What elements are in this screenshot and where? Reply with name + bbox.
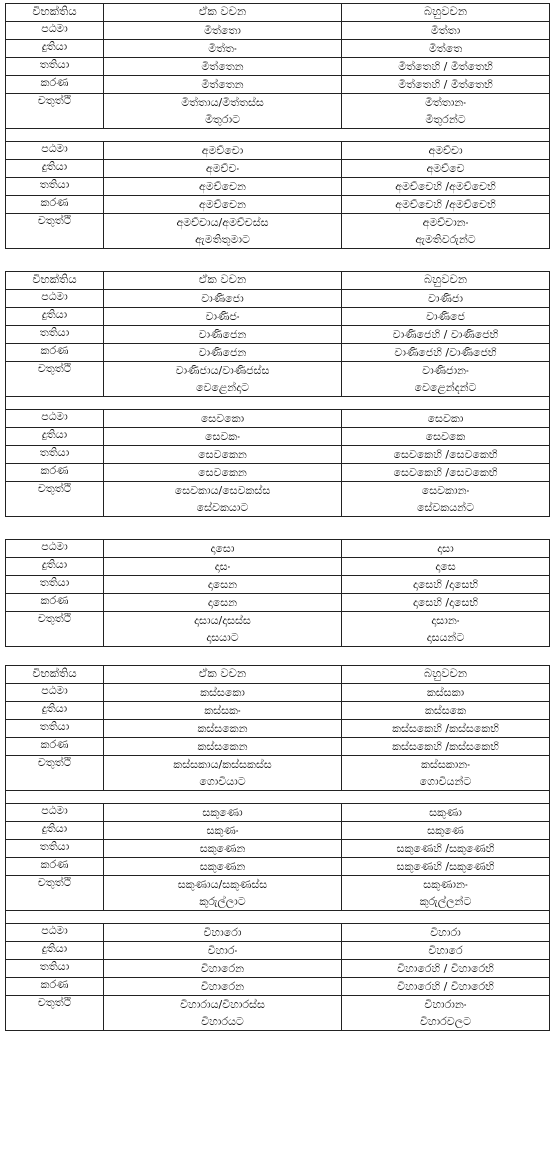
singular-cell bbox=[104, 924, 342, 942]
singular-form: සකුණෙන bbox=[199, 860, 246, 873]
plural-form: මිත්තා bbox=[430, 24, 461, 37]
header-row bbox=[6, 4, 550, 22]
case-name: පඨමා bbox=[6, 540, 104, 558]
table-row bbox=[6, 558, 550, 576]
table-row bbox=[6, 196, 550, 214]
table-row bbox=[6, 756, 550, 791]
table-row bbox=[6, 822, 550, 840]
singular-cell bbox=[104, 76, 342, 94]
table-row bbox=[6, 840, 550, 858]
case-name: දුතියා bbox=[6, 558, 104, 576]
table-row bbox=[6, 804, 550, 822]
plural-form: දාසයන්ට bbox=[426, 631, 465, 644]
separator-cell bbox=[6, 911, 550, 924]
table-row bbox=[6, 738, 550, 756]
header-singular: ඒක වචන bbox=[104, 272, 342, 290]
plural-cell bbox=[342, 482, 550, 517]
singular-form: අමච්චො bbox=[201, 144, 244, 157]
singular-cell bbox=[104, 702, 342, 720]
plural-cell bbox=[342, 76, 550, 94]
case-name: පඨමා bbox=[6, 142, 104, 160]
table-row bbox=[6, 94, 550, 129]
case-name: කරණ bbox=[6, 464, 104, 482]
plural-cell bbox=[342, 58, 550, 76]
separator-cell bbox=[6, 397, 550, 410]
singular-form: වාණිජො bbox=[201, 292, 244, 305]
plural-cell bbox=[342, 858, 550, 876]
case-name: තතියා bbox=[6, 178, 104, 196]
table-row bbox=[6, 576, 550, 594]
singular-form: සකුණෙන bbox=[199, 842, 246, 855]
case-name: පඨමා bbox=[6, 290, 104, 308]
table-row bbox=[6, 942, 550, 960]
case-name: පඨමා bbox=[6, 410, 104, 428]
plural-form: විහාරවලට bbox=[419, 1015, 472, 1028]
singular-cell bbox=[104, 684, 342, 702]
case-name: පඨමා bbox=[6, 22, 104, 40]
plural-cell bbox=[342, 428, 550, 446]
plural-cell bbox=[342, 558, 550, 576]
header-plural: බහුවචන bbox=[342, 272, 550, 290]
table-row bbox=[6, 22, 550, 40]
singular-form: සෙවකාය/සෙවකස්ස bbox=[174, 484, 271, 497]
singular-form: දාසයාට bbox=[206, 631, 239, 644]
plural-cell bbox=[342, 290, 550, 308]
case-name: කරණ bbox=[6, 978, 104, 996]
case-name: චතුත්ථි bbox=[6, 214, 104, 249]
plural-cell bbox=[342, 996, 550, 1031]
singular-form: සකුණං bbox=[206, 824, 239, 837]
plural-cell bbox=[342, 822, 550, 840]
singular-form: දාසෙන bbox=[207, 578, 238, 591]
table-row bbox=[6, 76, 550, 94]
plural-form: දාසෙහි /දාසෙභි bbox=[412, 578, 479, 591]
singular-form: ගොවියාට bbox=[199, 775, 246, 788]
plural-form: සකුණෙහි /සකුණෙභි bbox=[396, 842, 495, 855]
singular-form: විහාරයට bbox=[201, 1015, 244, 1028]
header-plural: බහුවචන bbox=[342, 666, 550, 684]
separator-cell bbox=[6, 791, 550, 804]
plural-cell bbox=[342, 960, 550, 978]
plural-form: සේවකයන්ට bbox=[417, 501, 474, 514]
case-name: දුතියා bbox=[6, 822, 104, 840]
plural-form: වෙළෙන්දන්ට bbox=[414, 381, 477, 394]
singular-cell bbox=[104, 58, 342, 76]
plural-cell bbox=[342, 876, 550, 911]
plural-form: විහාරෙහි / විහාරෙභි bbox=[397, 980, 494, 993]
singular-form: වාණිජාය/වාණිජස්ස bbox=[175, 364, 270, 377]
plural-cell bbox=[342, 720, 550, 738]
singular-cell bbox=[104, 540, 342, 558]
singular-form: කුරුල්ලාට bbox=[199, 895, 246, 908]
plural-form: වාණිජානං bbox=[422, 364, 469, 377]
header-row bbox=[6, 272, 550, 290]
plural-cell bbox=[342, 214, 550, 249]
table-row bbox=[6, 142, 550, 160]
singular-cell bbox=[104, 858, 342, 876]
table-row bbox=[6, 684, 550, 702]
plural-form: කස්සකානං bbox=[420, 758, 471, 771]
singular-form: වාණිජෙන bbox=[198, 346, 247, 359]
singular-cell bbox=[104, 428, 342, 446]
plural-form: කස්සකෙහි /කස්සකෙභි bbox=[392, 722, 499, 735]
singular-cell bbox=[104, 464, 342, 482]
header-case: විභක්තිය bbox=[6, 272, 104, 290]
singular-form: කස්සකං bbox=[204, 704, 241, 717]
plural-form: ගොවියන්ට bbox=[419, 775, 472, 788]
plural-cell bbox=[342, 160, 550, 178]
table-row bbox=[6, 482, 550, 517]
table-row bbox=[6, 594, 550, 612]
singular-cell bbox=[104, 326, 342, 344]
singular-form: විහාරං bbox=[207, 944, 238, 957]
plural-cell bbox=[342, 362, 550, 397]
plural-form: සකුණෙහි /සකුණෙභි bbox=[396, 860, 495, 873]
block-spacer bbox=[5, 517, 542, 539]
plural-cell bbox=[342, 326, 550, 344]
case-name: දුතියා bbox=[6, 160, 104, 178]
plural-cell bbox=[342, 94, 550, 129]
singular-form: කස්සකෙන bbox=[197, 740, 248, 753]
plural-form: වාණිජෙහි / වාණිජෙභි bbox=[392, 328, 499, 341]
plural-cell bbox=[342, 308, 550, 326]
plural-form: සකුණෙ bbox=[427, 824, 464, 837]
table-row bbox=[6, 978, 550, 996]
case-name: කරණ bbox=[6, 738, 104, 756]
plural-form: අමච්චෙහි /අමච්චෙභි bbox=[395, 180, 496, 193]
case-name: චතුත්ථි bbox=[6, 996, 104, 1031]
case-name: තතියා bbox=[6, 840, 104, 858]
plural-form: මිත්තෙහි / මිත්තෙභි bbox=[398, 78, 493, 91]
case-name: කරණ bbox=[6, 76, 104, 94]
plural-form: මිත්තානං bbox=[424, 96, 467, 109]
singular-form: විහාරෙන bbox=[200, 980, 245, 993]
singular-form: අමච්චං bbox=[205, 162, 240, 175]
group-separator bbox=[6, 397, 550, 410]
case-name: දුතියා bbox=[6, 428, 104, 446]
singular-form: මිත්තෙන bbox=[201, 78, 244, 91]
plural-cell bbox=[342, 410, 550, 428]
table-row bbox=[6, 428, 550, 446]
case-name: තතියා bbox=[6, 720, 104, 738]
singular-cell bbox=[104, 804, 342, 822]
singular-form: අමච්චාය/අමච්චස්ස bbox=[176, 216, 269, 229]
case-name: තතියා bbox=[6, 576, 104, 594]
plural-cell bbox=[342, 446, 550, 464]
singular-form: දාසො bbox=[210, 542, 235, 555]
group-separator bbox=[6, 129, 550, 142]
table-row bbox=[6, 326, 550, 344]
table-row bbox=[6, 464, 550, 482]
plural-form: මිත්තෙහි / මිත්තෙභි bbox=[398, 60, 493, 73]
singular-form: මිත්තාය/මිත්තස්ස bbox=[181, 96, 264, 109]
singular-form: දාසං bbox=[214, 560, 231, 573]
plural-cell bbox=[342, 142, 550, 160]
table-row bbox=[6, 924, 550, 942]
plural-cell bbox=[342, 702, 550, 720]
table-row bbox=[6, 996, 550, 1031]
plural-form: දාසානං bbox=[431, 614, 460, 627]
plural-cell bbox=[342, 840, 550, 858]
case-name: පඨමා bbox=[6, 804, 104, 822]
singular-cell bbox=[104, 960, 342, 978]
table-row bbox=[6, 858, 550, 876]
case-name: පඨමා bbox=[6, 684, 104, 702]
table-row bbox=[6, 410, 550, 428]
plural-form: ඇමතිවරුන්ට bbox=[415, 233, 476, 246]
singular-form: ඇමතිතුමාට bbox=[195, 233, 250, 246]
plural-form: වාණිජෙහි /වාණිජෙභි bbox=[394, 346, 497, 359]
singular-cell bbox=[104, 996, 342, 1031]
case-name: කරණ bbox=[6, 858, 104, 876]
plural-form: කස්සකෙහි /කස්සකෙභි bbox=[392, 740, 499, 753]
singular-form: විහාරාය/විහාරස්ස bbox=[180, 998, 265, 1011]
plural-form: දාසෙ bbox=[435, 560, 456, 573]
singular-cell bbox=[104, 410, 342, 428]
table-row bbox=[6, 290, 550, 308]
singular-cell bbox=[104, 142, 342, 160]
plural-cell bbox=[342, 684, 550, 702]
singular-cell bbox=[104, 576, 342, 594]
plural-cell bbox=[342, 924, 550, 942]
header-singular: ඒක වචන bbox=[104, 666, 342, 684]
singular-cell bbox=[104, 942, 342, 960]
plural-form: කුරුල්ලන්ට bbox=[419, 895, 472, 908]
table-row bbox=[6, 178, 550, 196]
plural-form: සෙවකා bbox=[427, 412, 464, 425]
block-spacer bbox=[5, 647, 542, 665]
case-name: කරණ bbox=[6, 344, 104, 362]
singular-cell bbox=[104, 594, 342, 612]
singular-cell bbox=[104, 214, 342, 249]
singular-cell bbox=[104, 344, 342, 362]
singular-cell bbox=[104, 94, 342, 129]
singular-form: විහාරො bbox=[203, 926, 242, 939]
table-row bbox=[6, 160, 550, 178]
plural-cell bbox=[342, 178, 550, 196]
table-row bbox=[6, 540, 550, 558]
plural-cell bbox=[342, 464, 550, 482]
declension-table bbox=[5, 665, 550, 1031]
singular-form: සකුණාය/සකුණස්ස bbox=[177, 878, 268, 891]
singular-cell bbox=[104, 756, 342, 791]
singular-cell bbox=[104, 290, 342, 308]
table-row bbox=[6, 702, 550, 720]
plural-form: කස්සකෙ bbox=[424, 704, 467, 717]
table-row bbox=[6, 720, 550, 738]
separator-cell bbox=[6, 129, 550, 142]
case-name: චතුත්ථි bbox=[6, 362, 104, 397]
singular-form: සෙවකෙන bbox=[198, 466, 247, 479]
group-separator bbox=[6, 911, 550, 924]
singular-form: වාණිජං bbox=[205, 310, 240, 323]
plural-cell bbox=[342, 942, 550, 960]
singular-form: අමච්චෙන bbox=[199, 180, 246, 193]
header-plural: බහුවචන bbox=[342, 4, 550, 22]
singular-form: මිත්තො bbox=[204, 24, 241, 37]
case-name: තතියා bbox=[6, 960, 104, 978]
table-row bbox=[6, 344, 550, 362]
plural-cell bbox=[342, 344, 550, 362]
case-name: කරණ bbox=[6, 594, 104, 612]
table-row bbox=[6, 214, 550, 249]
singular-form: දාසාය/දාසස්ස bbox=[194, 614, 251, 627]
plural-form: සෙවකෙහි /සෙවකෙභි bbox=[393, 466, 498, 479]
plural-form: දාසා bbox=[437, 542, 454, 555]
singular-cell bbox=[104, 40, 342, 58]
plural-cell bbox=[342, 576, 550, 594]
case-name: තතියා bbox=[6, 446, 104, 464]
table-row bbox=[6, 960, 550, 978]
plural-form: අමච්චෙ bbox=[426, 162, 465, 175]
plural-form: සකුණානං bbox=[423, 878, 468, 891]
plural-form: විහාරෙ bbox=[428, 944, 463, 957]
plural-form: විහාරෙහි / විහාරෙභි bbox=[397, 962, 494, 975]
plural-form: සෙවකානං bbox=[421, 484, 470, 497]
plural-cell bbox=[342, 196, 550, 214]
case-name: කරණ bbox=[6, 196, 104, 214]
header-case: විභක්තිය bbox=[6, 4, 104, 22]
case-name: දුතියා bbox=[6, 942, 104, 960]
plural-form: වාණිජා bbox=[428, 292, 463, 305]
table-row bbox=[6, 876, 550, 911]
plural-form: මිතුරන්ට bbox=[425, 113, 466, 126]
singular-cell bbox=[104, 22, 342, 40]
plural-form: සෙවකෙහි /සෙවකෙභි bbox=[393, 448, 498, 461]
plural-form: අමච්චෙහි /අමච්චෙභි bbox=[395, 198, 496, 211]
plural-form: විහාරානං bbox=[424, 998, 467, 1011]
case-name: චතුත්ථි bbox=[6, 876, 104, 911]
header-case: විභක්තිය bbox=[6, 666, 104, 684]
plural-form: මිත්තෙ bbox=[428, 42, 463, 55]
singular-form: සේවකයාට bbox=[196, 501, 249, 514]
singular-cell bbox=[104, 612, 342, 647]
singular-form: අමච්චෙන bbox=[199, 198, 246, 211]
singular-form: සෙවකං bbox=[204, 430, 241, 443]
singular-form: සෙවකෙන bbox=[198, 448, 247, 461]
declension-document bbox=[5, 3, 542, 1031]
case-name: චතුත්ථි bbox=[6, 482, 104, 517]
plural-form: කස්සකා bbox=[426, 686, 465, 699]
singular-form: සකුණො bbox=[202, 806, 243, 819]
plural-cell bbox=[342, 738, 550, 756]
plural-cell bbox=[342, 540, 550, 558]
singular-form: මිත්තං bbox=[208, 42, 237, 55]
singular-cell bbox=[104, 308, 342, 326]
case-name: පඨමා bbox=[6, 924, 104, 942]
singular-cell bbox=[104, 558, 342, 576]
singular-cell bbox=[104, 978, 342, 996]
plural-form: දාසෙහි /දාසෙභි bbox=[412, 596, 479, 609]
table-row bbox=[6, 362, 550, 397]
case-name: දුතියා bbox=[6, 308, 104, 326]
singular-cell bbox=[104, 876, 342, 911]
plural-cell bbox=[342, 40, 550, 58]
plural-cell bbox=[342, 22, 550, 40]
block-spacer bbox=[5, 249, 542, 271]
plural-cell bbox=[342, 756, 550, 791]
singular-form: මිතුරාට bbox=[204, 113, 240, 126]
singular-cell bbox=[104, 178, 342, 196]
table-row bbox=[6, 446, 550, 464]
singular-form: විහාරෙන bbox=[200, 962, 245, 975]
singular-cell bbox=[104, 362, 342, 397]
plural-form: අමච්චානං bbox=[422, 216, 469, 229]
singular-form: කස්සකෙන bbox=[197, 722, 248, 735]
singular-cell bbox=[104, 160, 342, 178]
singular-form: මිත්තෙන bbox=[201, 60, 244, 73]
header-row bbox=[6, 666, 550, 684]
case-name: චතුත්ථි bbox=[6, 756, 104, 791]
plural-cell bbox=[342, 804, 550, 822]
plural-form: සෙවකෙ bbox=[425, 430, 466, 443]
singular-form: වාණිජෙන bbox=[198, 328, 247, 341]
singular-form: දාසෙන bbox=[207, 596, 238, 609]
plural-cell bbox=[342, 594, 550, 612]
plural-form: සකුණා bbox=[429, 806, 462, 819]
plural-form: වාණිජෙ bbox=[426, 310, 465, 323]
singular-form: සෙවකො bbox=[200, 412, 245, 425]
case-name: දුතියා bbox=[6, 40, 104, 58]
table-row bbox=[6, 308, 550, 326]
declension-table bbox=[5, 539, 550, 647]
group-separator bbox=[6, 791, 550, 804]
singular-cell bbox=[104, 482, 342, 517]
declension-table bbox=[5, 3, 550, 249]
plural-cell bbox=[342, 612, 550, 647]
singular-cell bbox=[104, 196, 342, 214]
table-row bbox=[6, 58, 550, 76]
plural-form: අමච්චා bbox=[428, 144, 463, 157]
case-name: චතුත්ථි bbox=[6, 612, 104, 647]
plural-cell bbox=[342, 978, 550, 996]
header-singular: ඒක වචන bbox=[104, 4, 342, 22]
singular-cell bbox=[104, 446, 342, 464]
table-row bbox=[6, 40, 550, 58]
singular-form: වෙළෙන්දාට bbox=[195, 381, 249, 394]
singular-cell bbox=[104, 738, 342, 756]
declension-table bbox=[5, 271, 550, 517]
table-row bbox=[6, 612, 550, 647]
plural-form: විහාරා bbox=[430, 926, 461, 939]
singular-cell bbox=[104, 822, 342, 840]
singular-cell bbox=[104, 720, 342, 738]
case-name: චතුත්ථි bbox=[6, 94, 104, 129]
case-name: තතියා bbox=[6, 326, 104, 344]
singular-form: කස්සකො bbox=[200, 686, 245, 699]
case-name: තතියා bbox=[6, 58, 104, 76]
case-name: දුතියා bbox=[6, 702, 104, 720]
singular-cell bbox=[104, 840, 342, 858]
singular-form: කස්සකාය/කස්සකස්ස bbox=[173, 758, 272, 771]
